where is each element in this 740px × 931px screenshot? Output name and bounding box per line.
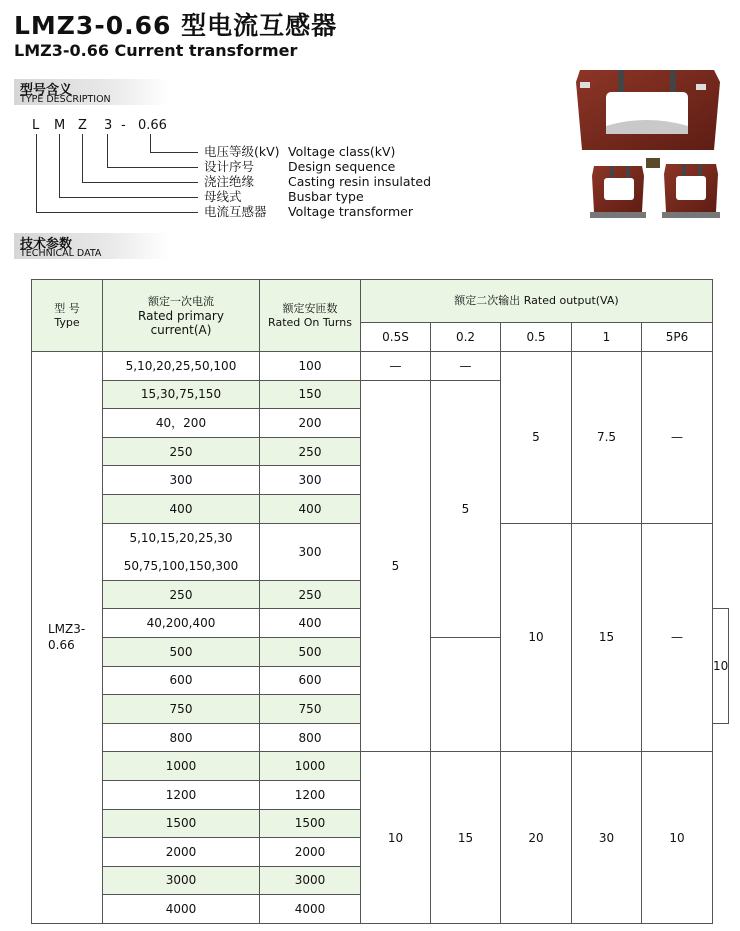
cell-output: — (642, 523, 713, 752)
type-desc-item: 电压等级(kV) Voltage class(kV) (204, 144, 396, 159)
code-letter: M (54, 118, 66, 133)
cell-current: 750 (103, 695, 260, 724)
cell-current: 5,10,20,25,50,100 (103, 352, 260, 381)
cell-turns: 150 (260, 380, 361, 409)
cell-current: 1000 (103, 752, 260, 781)
code-letter: 0.66 (138, 118, 167, 133)
cell-turns: 800 (260, 723, 361, 752)
leader-line (36, 212, 198, 213)
cell-turns: 100 (260, 352, 361, 381)
product-photo (572, 66, 722, 228)
cell-output: — (361, 352, 431, 381)
type-desc-item: 母线式 Busbar type (204, 189, 364, 204)
leader-line (150, 152, 198, 153)
cell-current: 500 (103, 637, 260, 666)
header-class: 1 (572, 323, 642, 352)
header-class: 0.5 (501, 323, 572, 352)
cell-output: 15 (431, 752, 501, 924)
header-class: 0.2 (431, 323, 501, 352)
page-title: LMZ3-0.66 型电流互感器 (14, 11, 338, 40)
leader-line (107, 167, 198, 168)
header-primary-current: 额定一次电流 Rated primary current(A) (103, 280, 260, 352)
code-letter: Z (78, 118, 87, 133)
type-desc-item: 浇注绝缘 Casting resin insulated (204, 174, 432, 189)
cell-current: 4000 (103, 895, 260, 924)
cell-output: 10 (713, 609, 729, 723)
cell-turns: 300 (260, 523, 361, 580)
header-rated-turns: 额定安匝数 Rated On Turns (260, 280, 361, 352)
cell-turns: 250 (260, 580, 361, 609)
cell-output: 15 (572, 523, 642, 752)
cell-current: 600 (103, 666, 260, 695)
cell-current: 800 (103, 723, 260, 752)
cell-turns: 500 (260, 637, 361, 666)
cell-output: 5 (361, 380, 431, 752)
cell-output: — (431, 352, 501, 381)
cell-turns: 400 (260, 494, 361, 523)
section-title-zh: 技术参数 (20, 237, 73, 252)
section-title-zh: 型号含义 (20, 83, 73, 98)
leader-line (59, 197, 198, 198)
header-rated-output: 额定二次输出 Rated output(VA) (361, 280, 713, 323)
leader-line (107, 134, 108, 167)
cell-output: 10 (361, 752, 431, 924)
cell-output: 5 (501, 352, 572, 524)
technical-data-table (31, 279, 729, 924)
cell-current: 250 (103, 580, 260, 609)
leader-line (36, 134, 37, 212)
cell-current: 3000 (103, 866, 260, 895)
header-type: 型 号 Type (32, 280, 103, 352)
cell-turns: 300 (260, 466, 361, 495)
cell-turns: 4000 (260, 895, 361, 924)
section-title-en: TYPE DESCRIPTION (20, 94, 111, 105)
cell-current: 40，200 (103, 409, 260, 438)
code-letter: L (32, 118, 40, 133)
cell-output: 10 (642, 752, 713, 924)
cell-turns: 3000 (260, 866, 361, 895)
cell-current: 2000 (103, 838, 260, 867)
cell-current: 1200 (103, 780, 260, 809)
cell-turns: 600 (260, 666, 361, 695)
cell-turns: 1500 (260, 809, 361, 838)
cell-turns: 1200 (260, 780, 361, 809)
cell-current: 250 (103, 437, 260, 466)
leader-line (82, 134, 83, 182)
section-title-en: TECHNICAL DATA (20, 248, 102, 259)
cell-current: 50,75,100,150,300 (103, 552, 260, 581)
cell-output: 30 (572, 752, 642, 924)
cell-output: 5 (431, 380, 501, 637)
header-class: 5P6 (642, 323, 713, 352)
leader-line (150, 134, 151, 152)
page-subtitle: LMZ3-0.66 Current transformer (14, 41, 298, 60)
type-desc-item: 电流互感器 Voltage transformer (204, 204, 413, 219)
code-letter: - (121, 118, 126, 133)
cell-current: 300 (103, 466, 260, 495)
cell-current: 1500 (103, 809, 260, 838)
type-cell: LMZ3- 0.66 (32, 352, 103, 924)
cell-turns: 200 (260, 409, 361, 438)
header-class: 0.5S (361, 323, 431, 352)
cell-turns: 750 (260, 695, 361, 724)
type-description-header (14, 79, 169, 105)
cell-turns: 250 (260, 437, 361, 466)
cell-output: 20 (501, 752, 572, 924)
code-letter: 3 (104, 118, 113, 133)
cell-turns: 400 (260, 609, 361, 638)
cell-current: 400 (103, 494, 260, 523)
cell-current: 5,10,15,20,25,30 (103, 523, 260, 552)
cell-turns: 1000 (260, 752, 361, 781)
cell-output: 10 (501, 523, 572, 752)
type-desc-item: 设计序号 Design sequence (204, 159, 396, 174)
cell-output: 7.5 (572, 352, 642, 524)
leader-line (82, 182, 198, 183)
cell-current: 15,30,75,150 (103, 380, 260, 409)
cell-output: — (642, 352, 713, 524)
technical-data-header (14, 233, 169, 259)
leader-line (59, 134, 60, 197)
cell-turns: 2000 (260, 838, 361, 867)
cell-current: 40,200,400 (103, 609, 260, 638)
